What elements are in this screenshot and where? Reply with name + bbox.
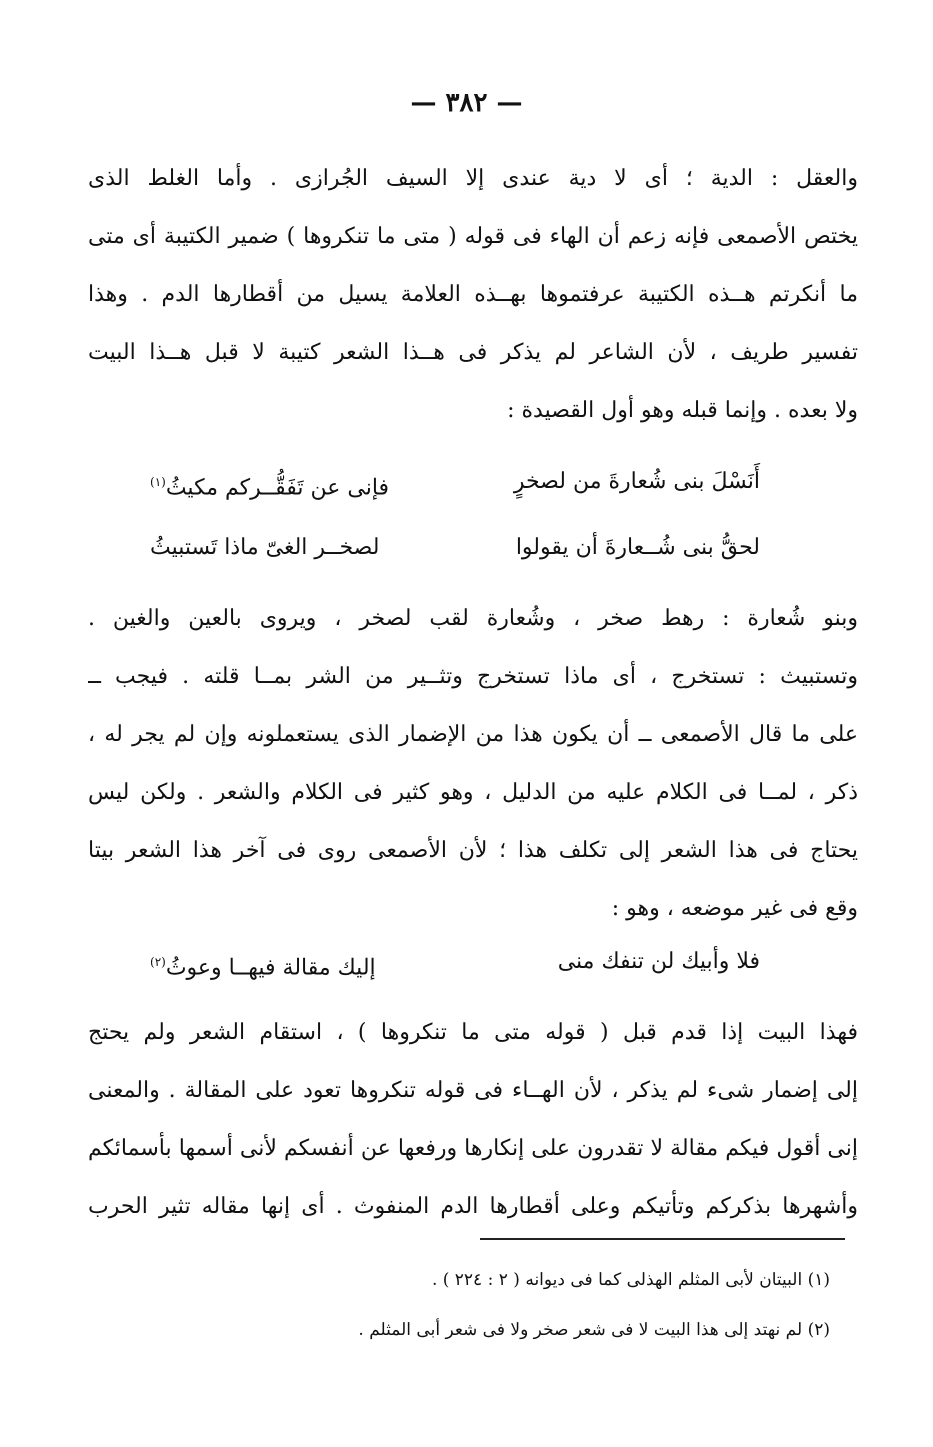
text-line: وأشهرها بذكركم وتأتيكم وعلى أقطارها الدم المنفوث . أى إنها مقاله تثير الحرب <box>88 1194 858 1219</box>
verse-second-hemistich <box>150 462 389 502</box>
text-line: على ما قال الأصمعى ــ أن يكون هذا من الإضمار الذى يستعملونه وإن لم يجر له ، <box>88 722 858 747</box>
verse-second-hemistich <box>150 942 376 982</box>
text-line: وقع فى غير موضعه ، وهو : <box>611 896 858 921</box>
paragraph-1 <box>88 150 858 440</box>
text-line: إنى أقول فيكم مقالة لا تقدرون على إنكارها ورفعها عن أنفسكم لأنى أسمها بأسمائكم <box>88 1136 858 1161</box>
page-number: — ٣٨٢ — <box>410 88 523 118</box>
footnote-marker: (٢) <box>150 955 166 969</box>
text-line: ما أنكرتم هــذه الكتيبة عرفتموها بهــذه العلامة يسيل من أقطارها الدم . وهذا <box>88 282 858 307</box>
verse-line <box>150 942 760 982</box>
text-line: ذكر ، لمــا فى الكلام عليه من الدليل ، وهو كثير فى الكلام والشعر . ولكن ليس <box>88 780 858 805</box>
verse-first-hemistich: فلا وأبيك لن تنفك منى <box>557 949 760 974</box>
text-line: تفسير طريف ، لأن الشاعر لم يذكر فى هــذا الشعر كتيبة لا قبل هــذا البيت <box>88 340 858 365</box>
text-line: إلى إضمار شىء لم يذكر ، لأن الهــاء فى قوله تنكروها تعود على المقالة . والمعنى <box>88 1078 858 1103</box>
footnote-1: (١) البيتان لأبى المثلم الهذلى كما فى ديوانه ( ٢ : ٢٢٤ ) . <box>431 1270 830 1290</box>
text-line: والعقل : الدية ؛ أى لا دية عندى إلا السيف الجُرازى . وأما الغلط الذى <box>88 166 858 191</box>
paragraph-2 <box>88 590 858 938</box>
text-line: وتستبيث : تستخرج ، أى ماذا تستخرج وتثــير من الشر بمــا قلته . فيجب ــ <box>88 664 858 689</box>
footnote-2: (٢) لم نهتد إلى هذا البيت لا فى شعر صخر ولا فى شعر أبى المثلم . <box>358 1320 830 1340</box>
verse-second-hemistich: لصخــر الغىّ ماذا تَستبيثُ <box>150 535 380 560</box>
paragraph-3 <box>88 1004 858 1236</box>
verse-line <box>150 528 760 568</box>
verse-second-hemistich-text: إليك مقالة فيهــا وعوثُ <box>165 955 376 981</box>
text-line: يختص الأصمعى فإنه زعم أن الهاء فى قوله ( متى ما تنكروها ) ضمير الكتيبة أى متى <box>88 224 858 249</box>
text-line: وبنو شُعارة : رهط صخر ، وشُعارة لقب لصخر ، ويروى بالعين والغين . <box>88 606 858 631</box>
verse-second-hemistich-text: فإنى عن تَفَقُّــركم مكيثُ <box>165 475 390 501</box>
footnote-separator <box>480 1238 845 1240</box>
verse-line <box>150 462 760 502</box>
text-line: فهذا البيت إذا قدم قبل ( قوله متى ما تنكروها ) ، استقام الشعر ولم يحتج <box>88 1020 858 1045</box>
verse-first-hemistich: أَنَسْلَ بنى شُعارةَ من لصخرٍ <box>513 469 760 494</box>
verse-first-hemistich: لحقُّ بنى شُــعارةَ أن يقولوا <box>515 535 760 560</box>
footnote-marker: (١) <box>150 475 166 489</box>
text-line: يحتاج فى هذا الشعر إلى تكلف هذا ؛ لأن الأصمعى روى فى آخر هذا الشعر بيتا <box>88 838 858 863</box>
text-line: ولا بعده . وإنما قبله وهو أول القصيدة : <box>507 398 858 423</box>
